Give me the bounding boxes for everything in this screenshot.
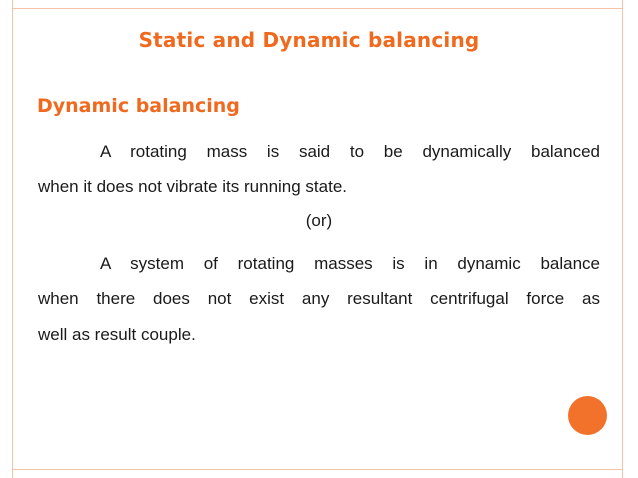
frame-bottom-border	[12, 469, 623, 470]
frame-right-border	[622, 0, 623, 478]
section-heading: Dynamic balancing	[37, 95, 240, 117]
paragraph-2-line-3: well as result couple.	[38, 325, 196, 344]
paragraph-1-line-1-text: A rotating mass is said to be dynamically balanced	[100, 142, 600, 161]
paragraph-2-line-1-text: A system of rotating masses is in dynamic balance	[100, 254, 600, 273]
paragraph-2-line-2: when there does not exist any resultant centrifugal force as	[38, 289, 600, 308]
paragraph-2-line-1	[38, 254, 600, 274]
frame-top-border	[12, 8, 623, 9]
frame-left-border	[12, 0, 13, 478]
slide-title: Static and Dynamic balancing	[138, 28, 480, 52]
paragraph-1-line-1	[38, 142, 600, 162]
or-separator: (or)	[305, 211, 333, 230]
decorative-orange-circle	[568, 396, 607, 435]
paragraph-1-line-2: when it does not vibrate its running state.	[38, 177, 348, 196]
